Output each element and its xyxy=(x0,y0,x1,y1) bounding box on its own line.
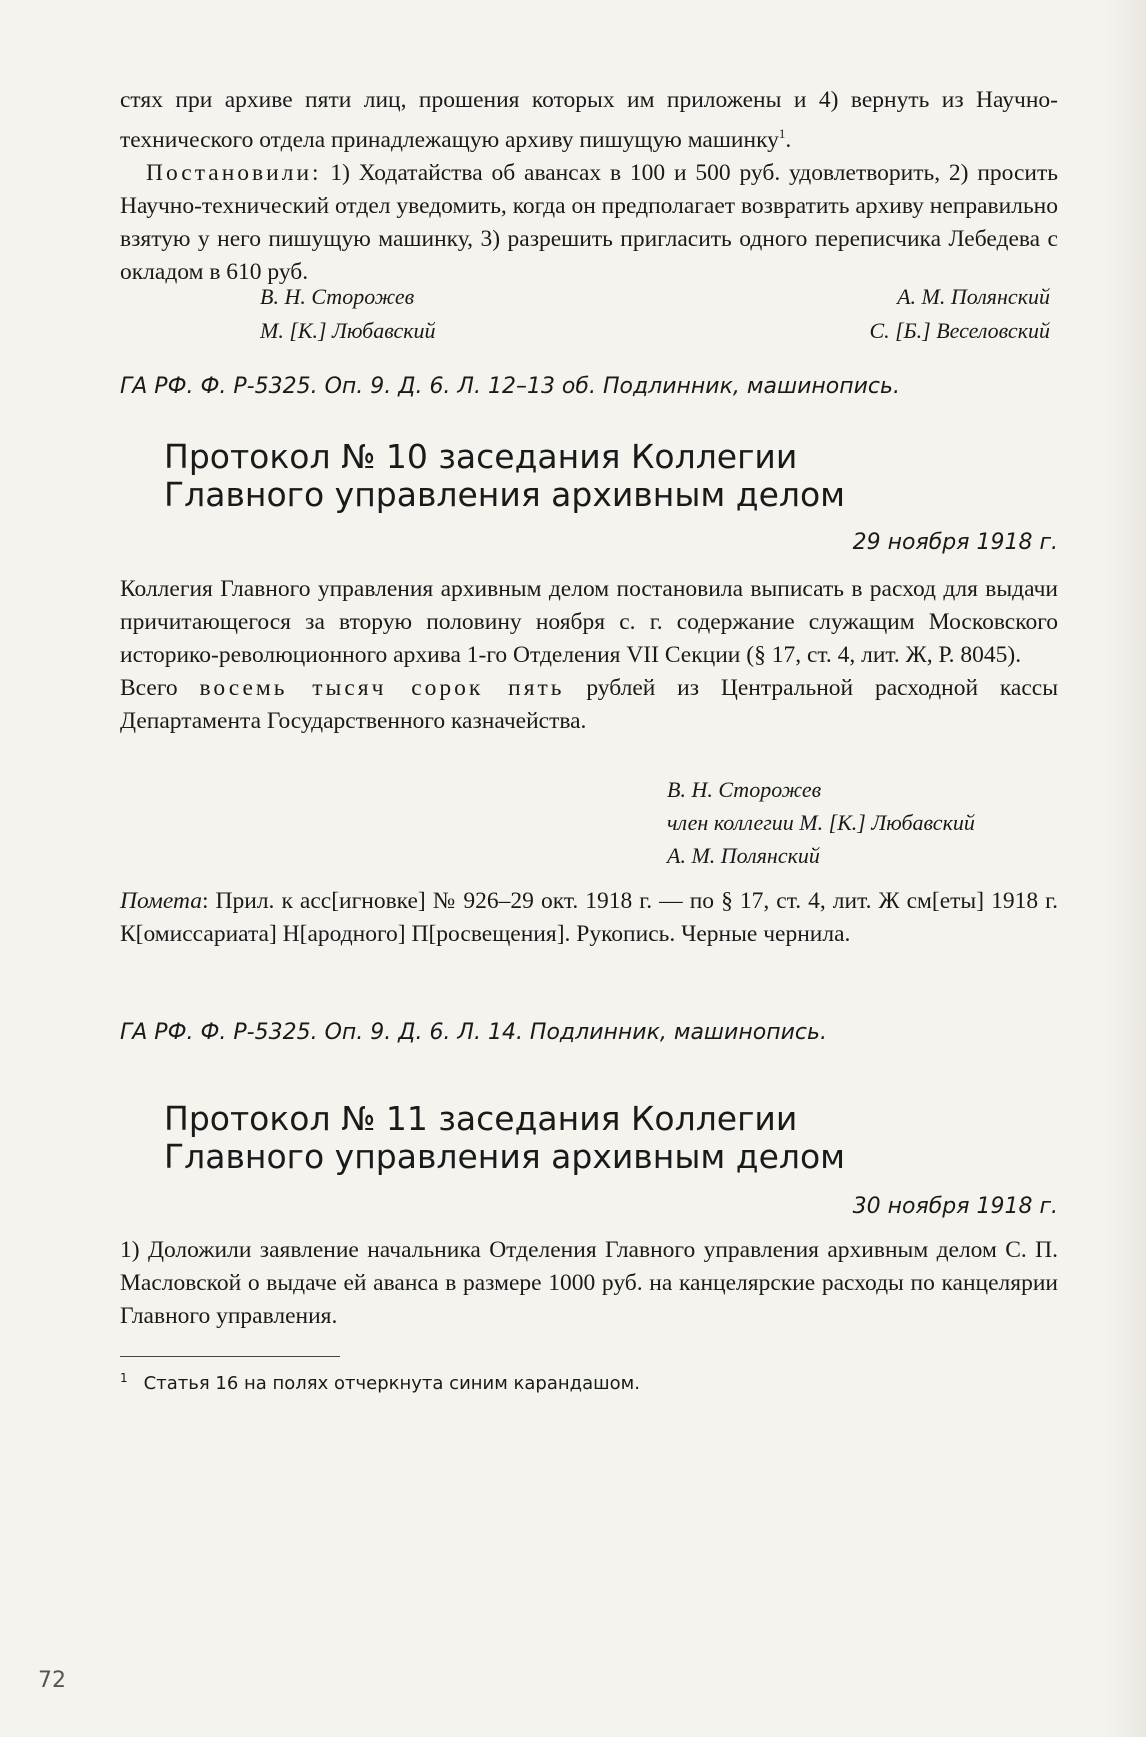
protocol-11-title-line-1: Протокол № 11 заседания Коллегии xyxy=(164,1099,798,1138)
protocol-10-title-line-2: Главного управления архивным делом xyxy=(164,475,846,514)
page-number: 72 xyxy=(38,1668,66,1693)
protocol-10-paragraph-2: Всего восемь тысяч сорок пять рублей из Центральной расходной кассы Департамента Государственного казначейства. xyxy=(120,675,1058,734)
protocol-10-paragraph-1: Коллегия Главного управления архивным делом постановила выписать в расход для выдачи причитающегося за вторую половину ноября с. г. содержание служащим Московского историко-революционного архива 1-го Отделения VII Секции (§ 17, ст. 4, лит. Ж, Р. 8045). xyxy=(120,576,1058,668)
footnote-text: Статья 16 на полях отчеркнута синим карандашом. xyxy=(143,1373,640,1394)
signature: В. Н. Сторожев xyxy=(667,777,822,802)
protocol-11-title-line-2: Главного управления архивным делом xyxy=(164,1137,846,1176)
intro-paragraph-2: Постановили: 1) Ходатайства об авансах в 100 и 500 руб. удовлетворить, 2) просить Научно-технический отдел уведомить, когда он предполагает возвратить архиву неправильно взятую у него пишущую машинку, 3) разрешить пригласить одного переписчика Лебедева с окладом в 610 руб. xyxy=(120,159,1058,285)
signature: С. [Б.] Веселовский xyxy=(869,318,1050,343)
signatures-block-1 xyxy=(120,280,1058,348)
protocol-11-body xyxy=(120,1234,1058,1333)
note-label: Помета xyxy=(120,888,202,914)
signature: А. М. Полянский xyxy=(897,284,1050,309)
footnote-ref[interactable]: 1 xyxy=(778,126,786,141)
protocol-10-title-line-1: Протокол № 10 заседания Коллегии xyxy=(164,437,798,476)
footnote-divider xyxy=(120,1356,340,1357)
footnote xyxy=(120,1365,1058,1397)
page-edge-shadow xyxy=(1106,0,1146,1737)
archive-reference-1: ГА РФ. Ф. Р-5325. Оп. 9. Д. 6. Л. 12–13 об. Подлинник, машинопись. xyxy=(120,374,900,399)
protocol-11-paragraph-1: 1) Доложили заявление начальника Отделения Главного управления архивным делом С. П. Масловской о выдаче ей аванса в размере 1000 руб. на канцелярские расходы по канцелярии Главного управления. xyxy=(120,1237,1058,1329)
protocol-10-signatures xyxy=(120,773,1058,872)
protocol-11-date: 30 ноября 1918 г. xyxy=(852,1194,1058,1219)
protocol-10-body xyxy=(120,573,1058,738)
signature: А. М. Полянский xyxy=(667,843,820,868)
intro-block xyxy=(120,84,1058,289)
archive-reference-2: ГА РФ. Ф. Р-5325. Оп. 9. Д. 6. Л. 14. Подлинник, машинопись. xyxy=(120,1020,827,1045)
protocol-11-heading xyxy=(120,1100,1058,1176)
signature: В. Н. Сторожев xyxy=(260,284,415,309)
protocol-10-date: 29 ноября 1918 г. xyxy=(852,530,1058,555)
signature: М. [К.] Любавский xyxy=(260,318,436,343)
footnotes xyxy=(120,1330,1058,1397)
signature: член коллегии М. [К.] Любавский xyxy=(667,810,975,835)
note-text: : Прил. к асс[игновке] № 926–29 окт. 1918 г. — по § 17, ст. 4, лит. Ж см[еты] 1918 г. К[омиссариата] Н[ародного] П[росвещения]. Рукопись. Черные чернила. xyxy=(120,888,1058,947)
protocol-10-note xyxy=(120,885,1058,951)
intro-paragraph-1: стях при архиве пяти лиц, прошения которых им приложены и 4) вернуть из Научно-технического отдела принадлежащую архиву пишущую машинку$^1$. xyxy=(120,87,1058,153)
footnote-mark: 1 xyxy=(120,1371,128,1385)
protocol-10-heading xyxy=(120,438,1058,514)
